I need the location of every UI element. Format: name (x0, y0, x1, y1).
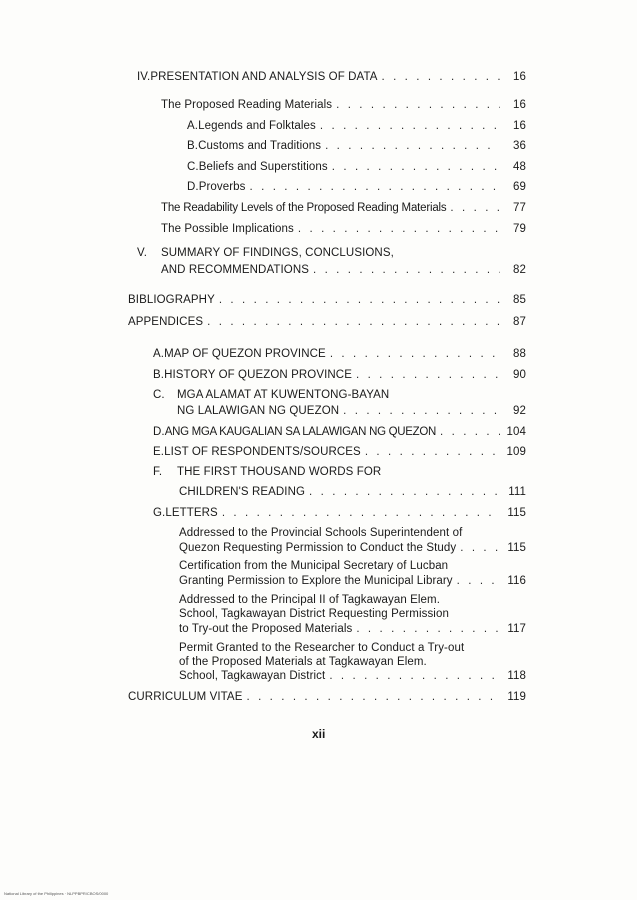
toc-entry-appendix-c-line1 (153, 388, 389, 402)
toc-entry-letter-4[interactable] (179, 669, 526, 683)
dot-leader (298, 222, 500, 236)
toc-entry-appendix-d[interactable] (153, 425, 526, 439)
toc-entry-appendix-f[interactable] (179, 485, 526, 499)
dot-leader (343, 404, 500, 418)
page-number: 16 (513, 120, 526, 132)
dot-leader (246, 690, 500, 704)
dot-leader (207, 315, 500, 329)
chapter-title: PRESENTATION AND ANALYSIS OF DATA (150, 71, 378, 83)
dot-leader (356, 368, 500, 382)
toc-entry-letter-1[interactable] (179, 541, 526, 555)
page-number: 88 (513, 348, 526, 360)
appendix-letter: B. (153, 369, 165, 381)
letter-3-line1: Addressed to the Principal II of Tagkawayan Elem. (179, 594, 441, 606)
dot-leader (330, 347, 500, 361)
page-number: 79 (513, 223, 526, 235)
section-title: The Possible Implications (161, 223, 294, 235)
dot-leader (460, 541, 500, 555)
toc-entry-appendices[interactable] (128, 315, 526, 329)
page-number: 115 (507, 542, 526, 554)
chapter-title: SUMMARY OF FINDINGS, CONCLUSIONS, (161, 247, 394, 259)
dot-leader (320, 119, 500, 133)
section-title: CURRICULUM VITAE (128, 691, 243, 703)
dot-leader (329, 669, 500, 683)
page-number: 36 (513, 140, 526, 152)
toc-entry-chapter-4[interactable] (137, 70, 526, 84)
dot-leader (336, 98, 500, 112)
letter-title-continued: to Try-out the Proposed Materials (179, 623, 353, 635)
letter-title-continued: Quezon Requesting Permission to Conduct the Study (179, 542, 457, 554)
page-number: 117 (507, 623, 526, 635)
section-title: BIBLIOGRAPHY (128, 294, 215, 306)
dot-leader (440, 425, 500, 439)
toc-entry-chapter-5-line1 (137, 246, 394, 260)
appendix-letter: C. (153, 389, 165, 401)
toc-entry-beliefs[interactable] (187, 160, 526, 174)
page-number: 87 (513, 316, 526, 328)
page-number: 111 (508, 486, 526, 498)
page-folio: xii (312, 727, 326, 741)
dot-leader (381, 70, 500, 84)
page-number: 119 (507, 691, 526, 703)
toc-entry-curriculum-vitae[interactable] (128, 690, 526, 704)
appendix-letter: F. (153, 466, 163, 478)
appendix-title: LETTERS (165, 507, 218, 519)
item-title: Beliefs and Superstitions (198, 161, 328, 173)
toc-entry-appendix-b[interactable] (153, 368, 526, 382)
toc-entry-appendix-c[interactable] (177, 404, 526, 418)
page-number: 16 (513, 71, 526, 83)
appendix-title: MGA ALAMAT AT KUWENTONG-BAYAN (177, 389, 390, 401)
page-number: 104 (506, 426, 526, 438)
page-number: 109 (506, 446, 526, 458)
letter-1-line1: Addressed to the Provincial Schools Superintendent of (179, 527, 463, 539)
section-title: The Readability Levels of the Proposed Reading Materials (161, 202, 447, 214)
item-letter: A. (187, 120, 199, 132)
item-title: Proverbs (198, 181, 246, 193)
toc-entry-appendix-e[interactable] (153, 445, 526, 459)
dot-leader (457, 574, 500, 588)
letter-4-line2: of the Proposed Materials at Tagkawayan Elem. (179, 656, 427, 668)
toc-entry-legends[interactable] (187, 119, 526, 133)
item-letter: B. (187, 140, 199, 152)
dot-leader (365, 445, 500, 459)
section-title: The Proposed Reading Materials (161, 99, 333, 111)
dot-leader (219, 293, 500, 307)
dot-leader (325, 139, 500, 153)
page-number: 115 (507, 507, 526, 519)
page-number: 116 (507, 575, 526, 587)
chapter-number: IV. (137, 71, 151, 83)
scan-footer: National Library of the Philippines · NLPPBPR/CBOS/0000 (4, 891, 109, 896)
dot-leader (309, 485, 500, 499)
chapter-number: V. (137, 247, 148, 259)
dot-leader (356, 622, 500, 636)
letter-4-line1: Permit Granted to the Researcher to Conduct a Try-out (179, 642, 465, 654)
appendix-letter: E. (153, 446, 165, 458)
dot-leader (313, 263, 500, 277)
toc-entry-appendix-a[interactable] (153, 347, 526, 361)
page-number: 82 (513, 264, 526, 276)
appendix-title: THE FIRST THOUSAND WORDS FOR (177, 466, 382, 478)
toc-entry-appendix-f-line1 (153, 465, 381, 479)
item-letter: C. (187, 161, 199, 173)
dot-leader (250, 180, 500, 194)
letter-title-continued: Granting Permission to Explore the Municipal Library (179, 575, 453, 587)
toc-entry-chapter-5[interactable] (161, 263, 526, 277)
page-number: 85 (513, 294, 526, 306)
item-title: Legends and Folktales (198, 120, 316, 132)
item-letter: D. (187, 181, 199, 193)
appendix-letter: D. (153, 426, 165, 438)
toc-entry-customs[interactable] (187, 139, 526, 153)
letter-2-line1: Certification from the Municipal Secretary of Lucban (179, 560, 449, 572)
dot-leader (332, 160, 500, 174)
toc-entry-bibliography[interactable] (128, 293, 526, 307)
item-title: Customs and Traditions (198, 140, 322, 152)
toc-entry-letter-2[interactable] (179, 574, 526, 588)
appendix-title: MAP OF QUEZON PROVINCE (164, 348, 326, 360)
page-number: 77 (513, 202, 526, 214)
appendix-title: HISTORY OF QUEZON PROVINCE (164, 369, 352, 381)
page-number: 48 (513, 161, 526, 173)
toc-entry-appendix-g[interactable] (153, 506, 526, 520)
appendix-title-continued: NG LALAWIGAN NG QUEZON (177, 405, 340, 417)
section-title: APPENDICES (128, 316, 204, 328)
page-number: 16 (513, 99, 526, 111)
letter-3-line2: School, Tagkawayan District Requesting Permission (179, 608, 449, 620)
appendix-title-continued: CHILDREN'S READING (179, 486, 306, 498)
page-number: 69 (513, 181, 526, 193)
dot-leader (222, 506, 500, 520)
page-number: 92 (513, 405, 526, 417)
page-number: 90 (513, 369, 526, 381)
appendix-letter: G. (153, 507, 166, 519)
appendix-title: ANG MGA KAUGALIAN SA LALAWIGAN NG QUEZON (164, 426, 437, 438)
appendix-letter: A. (153, 348, 165, 360)
toc-entry-letter-3[interactable] (179, 622, 526, 636)
dot-leader (450, 201, 500, 215)
appendix-title: LIST OF RESPONDENTS/SOURCES (164, 446, 361, 458)
toc-entry-proposed-materials[interactable] (161, 98, 526, 112)
toc-entry-readability[interactable] (161, 201, 526, 215)
page-number: 118 (507, 670, 526, 682)
toc-entry-proverbs[interactable] (187, 180, 526, 194)
chapter-title-continued: AND RECOMMENDATIONS (161, 264, 309, 276)
toc-entry-implications[interactable] (161, 222, 526, 236)
letter-title-continued: School, Tagkawayan District (179, 670, 326, 682)
